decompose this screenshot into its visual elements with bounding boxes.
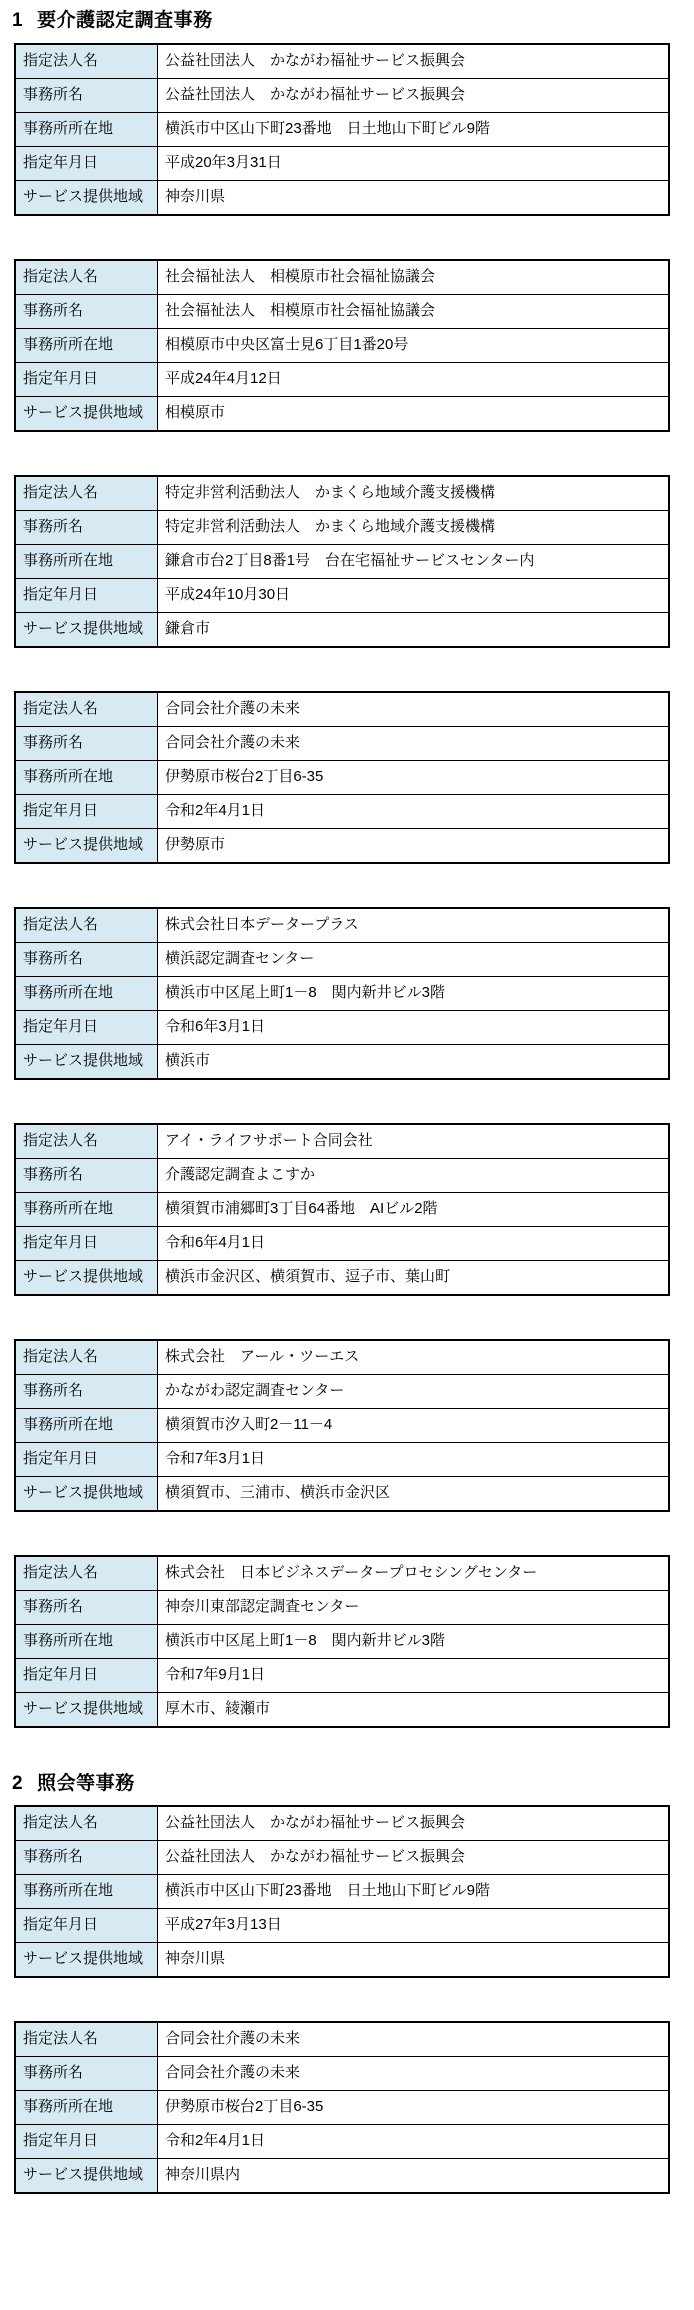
field-label-cell: サービス提供地域 <box>15 1260 158 1295</box>
section-heading-1 <box>12 8 694 35</box>
field-value-cell: 横浜市 <box>158 1044 670 1079</box>
field-label-cell: 指定年月日 <box>15 794 158 828</box>
field-label-cell: サービス提供地域 <box>15 1692 158 1727</box>
field-value-cell: 横浜認定調査センター <box>158 942 670 976</box>
field-label-cell: サービス提供地域 <box>15 828 158 863</box>
field-label-cell: 事務所所在地 <box>15 1624 158 1658</box>
table-row <box>15 544 669 578</box>
section-number: 1 <box>12 10 24 31</box>
field-label-cell: 指定年月日 <box>15 1909 158 1943</box>
registry-table <box>14 1339 670 1512</box>
field-value-cell: 令和7年3月1日 <box>158 1442 670 1476</box>
field-value-cell: 平成24年4月12日 <box>158 362 670 396</box>
field-label-cell: 指定法人名 <box>15 476 158 511</box>
table-row <box>15 294 669 328</box>
field-value-cell: 鎌倉市 <box>158 612 670 647</box>
field-label-cell: サービス提供地域 <box>15 612 158 647</box>
table-row <box>15 180 669 215</box>
registry-table <box>14 259 670 432</box>
registry-table <box>14 475 670 648</box>
table-row <box>15 1408 669 1442</box>
field-value-cell: 横須賀市、三浦市、横浜市金沢区 <box>158 1476 670 1511</box>
table-row <box>15 1875 669 1909</box>
field-label-cell: 指定法人名 <box>15 1556 158 1591</box>
registry-table <box>14 1123 670 1296</box>
registry-table <box>14 907 670 1080</box>
field-value-cell: 横浜市中区尾上町1－8 関内新井ビル3階 <box>158 976 670 1010</box>
table-row <box>15 510 669 544</box>
field-value-cell: 令和7年9月1日 <box>158 1658 670 1692</box>
table-row <box>15 1806 669 1841</box>
field-label-cell: サービス提供地域 <box>15 1476 158 1511</box>
table-row <box>15 112 669 146</box>
table-row <box>15 44 669 79</box>
table-row <box>15 1158 669 1192</box>
field-label-cell: サービス提供地域 <box>15 1044 158 1079</box>
field-value-cell: 横浜市中区尾上町1－8 関内新井ビル3階 <box>158 1624 670 1658</box>
field-label-cell: 指定年月日 <box>15 578 158 612</box>
registry-table <box>14 1555 670 1728</box>
field-value-cell: 伊勢原市桜台2丁目6-35 <box>158 2091 670 2125</box>
field-value-cell: 特定非営利活動法人 かまくら地域介護支援機構 <box>158 476 670 511</box>
field-label-cell: 事務所所在地 <box>15 328 158 362</box>
table-row <box>15 1340 669 1375</box>
table-row <box>15 260 669 295</box>
table-row <box>15 1841 669 1875</box>
registry-table <box>14 691 670 864</box>
field-value-cell: 令和6年3月1日 <box>158 1010 670 1044</box>
field-value-cell: 公益社団法人 かながわ福祉サービス振興会 <box>158 78 670 112</box>
field-value-cell: 令和2年4月1日 <box>158 2125 670 2159</box>
field-label-cell: サービス提供地域 <box>15 396 158 431</box>
section-title: 照会等事務 <box>37 1772 135 1794</box>
field-label-cell: 事務所所在地 <box>15 1192 158 1226</box>
field-label-cell: 指定法人名 <box>15 692 158 727</box>
table-row <box>15 2022 669 2057</box>
field-value-cell: 平成24年10月30日 <box>158 578 670 612</box>
field-label-cell: 指定年月日 <box>15 146 158 180</box>
table-row <box>15 1692 669 1727</box>
table-row <box>15 1909 669 1943</box>
field-value-cell: アイ・ライフサポート合同会社 <box>158 1124 670 1159</box>
field-label-cell: 事務所所在地 <box>15 976 158 1010</box>
field-value-cell: 伊勢原市桜台2丁目6-35 <box>158 760 670 794</box>
field-value-cell: 横須賀市浦郷町3丁目64番地 AIビル2階 <box>158 1192 670 1226</box>
field-value-cell: 公益社団法人 かながわ福祉サービス振興会 <box>158 1806 670 1841</box>
field-value-cell: 株式会社日本データープラス <box>158 908 670 943</box>
registry-table <box>14 1805 670 1978</box>
field-value-cell: 平成20年3月31日 <box>158 146 670 180</box>
field-label-cell: 指定法人名 <box>15 2022 158 2057</box>
field-value-cell: 公益社団法人 かながわ福祉サービス振興会 <box>158 1841 670 1875</box>
field-value-cell: 社会福祉法人 相模原市社会福祉協議会 <box>158 260 670 295</box>
field-value-cell: 横須賀市汐入町2－11－4 <box>158 1408 670 1442</box>
field-label-cell: 指定年月日 <box>15 362 158 396</box>
table-row <box>15 1374 669 1408</box>
field-label-cell: サービス提供地域 <box>15 180 158 215</box>
field-label-cell: 事務所名 <box>15 2057 158 2091</box>
table-row <box>15 1124 669 1159</box>
field-value-cell: 合同会社介護の未来 <box>158 2022 670 2057</box>
table-row <box>15 362 669 396</box>
field-label-cell: 指定法人名 <box>15 908 158 943</box>
field-label-cell: 事務所所在地 <box>15 1408 158 1442</box>
field-label-cell: 事務所所在地 <box>15 112 158 146</box>
field-label-cell: 事務所所在地 <box>15 2091 158 2125</box>
field-label-cell: 指定法人名 <box>15 1340 158 1375</box>
field-label-cell: 指定法人名 <box>15 1124 158 1159</box>
table-row <box>15 828 669 863</box>
field-value-cell: 株式会社 アール・ツーエス <box>158 1340 670 1375</box>
field-label-cell: サービス提供地域 <box>15 2159 158 2194</box>
field-label-cell: 指定年月日 <box>15 1442 158 1476</box>
table-row <box>15 1044 669 1079</box>
field-value-cell: 介護認定調査よこすか <box>158 1158 670 1192</box>
field-value-cell: 鎌倉市台2丁目8番1号 台在宅福祉サービスセンター内 <box>158 544 670 578</box>
field-label-cell: 事務所名 <box>15 1590 158 1624</box>
field-value-cell: 相模原市 <box>158 396 670 431</box>
table-row <box>15 476 669 511</box>
field-label-cell: 指定年月日 <box>15 1226 158 1260</box>
field-label-cell: 事務所所在地 <box>15 1875 158 1909</box>
field-label-cell: サービス提供地域 <box>15 1943 158 1978</box>
field-value-cell: 公益社団法人 かながわ福祉サービス振興会 <box>158 44 670 79</box>
field-label-cell: 事務所名 <box>15 726 158 760</box>
registry-table <box>14 43 670 216</box>
section-heading-2 <box>12 1771 694 1798</box>
field-value-cell: 伊勢原市 <box>158 828 670 863</box>
field-label-cell: 事務所名 <box>15 78 158 112</box>
field-label-cell: 事務所所在地 <box>15 544 158 578</box>
field-label-cell: 指定年月日 <box>15 1658 158 1692</box>
field-value-cell: 合同会社介護の未来 <box>158 726 670 760</box>
table-row <box>15 1590 669 1624</box>
table-row <box>15 726 669 760</box>
section-number: 2 <box>12 1772 24 1794</box>
field-value-cell: 平成27年3月13日 <box>158 1909 670 1943</box>
field-value-cell: 相模原市中央区富士見6丁目1番20号 <box>158 328 670 362</box>
field-value-cell: 令和2年4月1日 <box>158 794 670 828</box>
field-value-cell: 令和6年4月1日 <box>158 1226 670 1260</box>
field-value-cell: 横浜市中区山下町23番地 日土地山下町ビル9階 <box>158 1875 670 1909</box>
section-title: 要介護認定調査事務 <box>37 10 213 31</box>
table-row <box>15 2125 669 2159</box>
table-row <box>15 1260 669 1295</box>
table-row <box>15 2159 669 2194</box>
field-label-cell: 事務所名 <box>15 510 158 544</box>
field-value-cell: 神奈川県内 <box>158 2159 670 2194</box>
field-label-cell: 指定法人名 <box>15 44 158 79</box>
table-row <box>15 1943 669 1978</box>
field-value-cell: 横浜市金沢区、横須賀市、逗子市、葉山町 <box>158 1260 670 1295</box>
table-row <box>15 1226 669 1260</box>
table-row <box>15 794 669 828</box>
field-label-cell: 指定法人名 <box>15 1806 158 1841</box>
field-value-cell: 株式会社 日本ビジネスデータープロセシングセンター <box>158 1556 670 1591</box>
field-label-cell: 事務所名 <box>15 1374 158 1408</box>
table-row <box>15 146 669 180</box>
field-value-cell: 合同会社介護の未来 <box>158 2057 670 2091</box>
table-row <box>15 1192 669 1226</box>
table-row <box>15 612 669 647</box>
field-label-cell: 事務所名 <box>15 942 158 976</box>
field-label-cell: 事務所名 <box>15 1158 158 1192</box>
table-row <box>15 760 669 794</box>
field-value-cell: 社会福祉法人 相模原市社会福祉協議会 <box>158 294 670 328</box>
field-value-cell: 合同会社介護の未来 <box>158 692 670 727</box>
table-row <box>15 78 669 112</box>
field-label-cell: 指定年月日 <box>15 1010 158 1044</box>
field-label-cell: 指定年月日 <box>15 2125 158 2159</box>
table-row <box>15 976 669 1010</box>
registry-table <box>14 2021 670 2194</box>
table-row <box>15 2091 669 2125</box>
table-row <box>15 328 669 362</box>
table-row <box>15 2057 669 2091</box>
field-label-cell: 事務所名 <box>15 1841 158 1875</box>
field-label-cell: 指定法人名 <box>15 260 158 295</box>
field-label-cell: 事務所名 <box>15 294 158 328</box>
table-row <box>15 396 669 431</box>
field-value-cell: かながわ認定調査センター <box>158 1374 670 1408</box>
field-value-cell: 厚木市、綾瀬市 <box>158 1692 670 1727</box>
table-row <box>15 1010 669 1044</box>
table-row <box>15 692 669 727</box>
table-row <box>15 578 669 612</box>
field-label-cell: 事務所所在地 <box>15 760 158 794</box>
field-value-cell: 神奈川東部認定調査センター <box>158 1590 670 1624</box>
sections-container <box>0 8 694 2194</box>
field-value-cell: 横浜市中区山下町23番地 日土地山下町ビル9階 <box>158 112 670 146</box>
field-value-cell: 神奈川県 <box>158 1943 670 1978</box>
table-row <box>15 1442 669 1476</box>
table-row <box>15 908 669 943</box>
table-row <box>15 1556 669 1591</box>
table-row <box>15 1476 669 1511</box>
table-row <box>15 942 669 976</box>
table-row <box>15 1658 669 1692</box>
table-row <box>15 1624 669 1658</box>
field-value-cell: 特定非営利活動法人 かまくら地域介護支援機構 <box>158 510 670 544</box>
field-value-cell: 神奈川県 <box>158 180 670 215</box>
